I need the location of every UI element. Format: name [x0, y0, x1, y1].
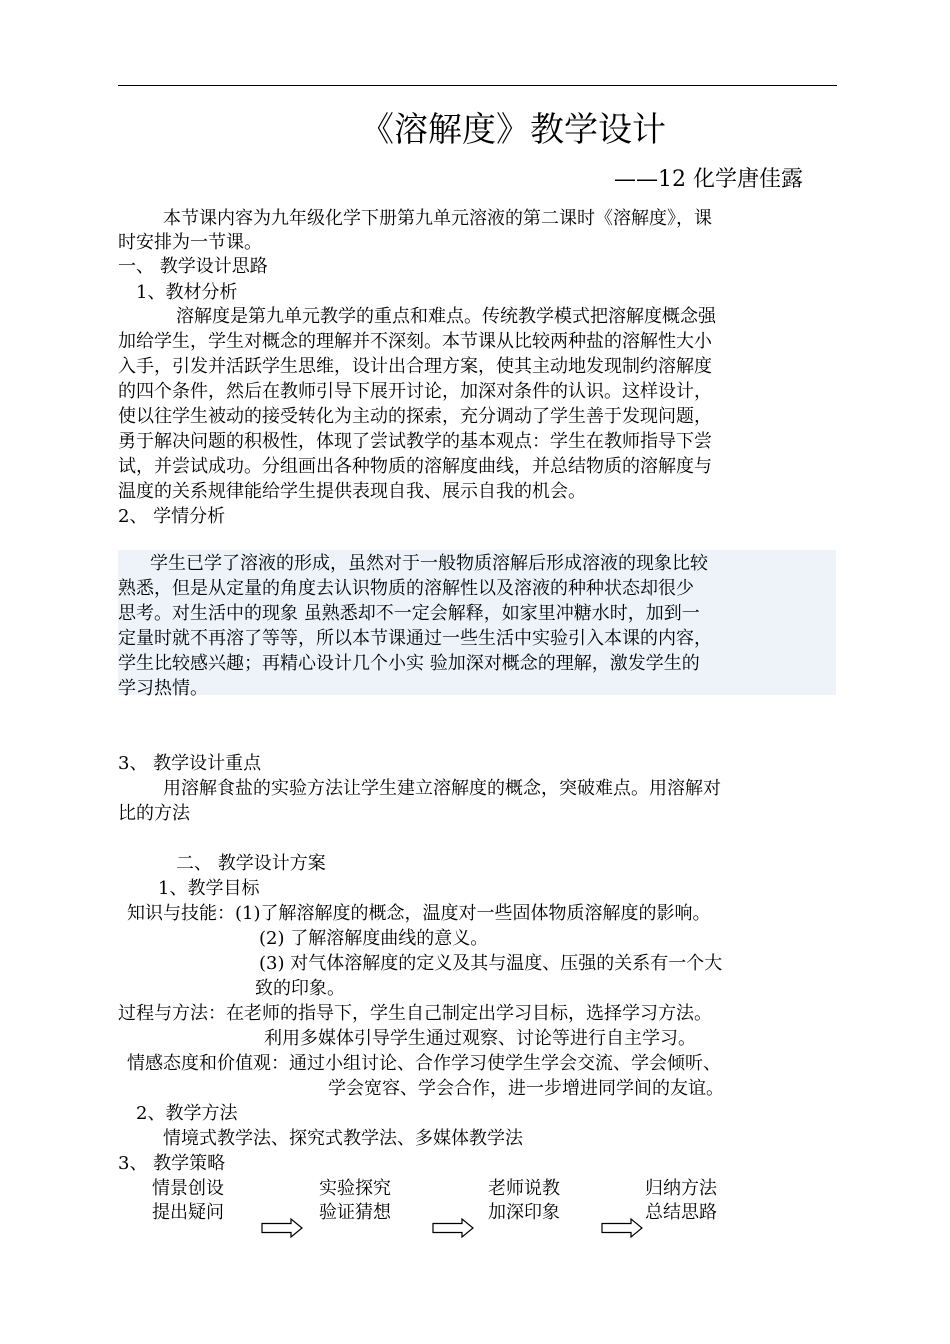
methods-text: 情境式教学法、探究式教学法、多媒体教学法	[163, 1128, 523, 1149]
intro-line: 时安排为一节课。	[118, 232, 262, 253]
goal-line: (2) 了解溶解度曲线的意义。	[259, 928, 489, 949]
author-line: ——12 化学唐佳露	[614, 167, 803, 192]
strategy-step-line2: 验证猜想	[319, 1202, 391, 1223]
page-title: 《溶解度》教学设计	[360, 110, 666, 150]
header-rule	[118, 85, 837, 86]
strategy-step-line1: 老师说教	[488, 1178, 560, 1199]
paragraph-line: 加给学生，学生对概念的理解并不深刻。本节课从比较两种盐的溶解性大小	[118, 331, 712, 352]
section1-heading: 一、 教学设计思路	[118, 256, 268, 277]
student-analysis-heading: 2、 学情分析	[118, 506, 226, 527]
right-arrow-icon	[601, 1218, 643, 1238]
paragraph-line: 使以往学生被动的接受转化为主动的探索，充分调动了学生善于发现问题，	[118, 406, 712, 427]
paragraph-line: 溶解度是第九单元教学的重点和难点。传统教学模式把溶解度概念强	[176, 306, 716, 327]
goal-line: 知识与技能：(1)了解溶解度的概念，温度对一些固体物质溶解度的影响。	[127, 903, 711, 924]
goal-line: 过程与方法：在老师的指导下，学生自己制定出学习目标，选择学习方法。	[118, 1003, 712, 1024]
goal-line: 学会宽容、学会合作，进一步增进同学间的友谊。	[328, 1078, 724, 1099]
right-arrow-icon	[432, 1218, 474, 1238]
goals-heading: 1、教学目标	[158, 878, 260, 899]
strategy-step-line1: 情景创设	[152, 1178, 224, 1199]
section2-heading: 二、 教学设计方案	[176, 853, 326, 874]
goal-line: 致的印象。	[255, 978, 345, 999]
paragraph-line: 入手，引发并活跃学生思维，设计出合理方案，使其主动地发现制约溶解度	[118, 356, 712, 377]
intro-line: 本节课内容为九年级化学下册第九单元溶液的第二课时《溶解度》，课	[163, 208, 712, 229]
strategy-step-line2: 加深印象	[488, 1202, 560, 1223]
strategy-step-line2: 总结思路	[645, 1202, 717, 1223]
key-points-heading: 3、 教学设计重点	[118, 753, 262, 774]
strategy-step-line1: 归纳方法	[645, 1178, 717, 1199]
paragraph-line: 勇于解决问题的积极性，体现了尝试教学的基本观点：学生在教师指导下尝	[118, 431, 712, 452]
strategy-step-line2: 提出疑问	[152, 1202, 224, 1223]
paragraph-line: 试，并尝试成功。分组画出各种物质的溶解度曲线，并总结物质的溶解度与	[118, 456, 712, 477]
right-arrow-icon	[261, 1218, 303, 1238]
strategy-step-line1: 实验探究	[319, 1178, 391, 1199]
paragraph-line: 定量时就不再溶了等等，所以本节课通过一些生活中实验引入本课的内容，	[118, 628, 712, 649]
goal-line: (3) 对气体溶解度的定义及其与温度、压强的关系有一个大	[259, 953, 723, 974]
paragraph-line: 用溶解食盐的实验方法让学生建立溶解度的概念，突破难点。用溶解对	[163, 778, 721, 799]
paragraph-line: 温度的关系规律能给学生提供表现自我、展示自我的机会。	[118, 481, 586, 502]
goal-line: 情感态度和价值观：通过小组讨论、合作学习使学生学会交流、学会倾听、	[127, 1053, 721, 1074]
paragraph-line: 思考。对生活中的现象 虽熟悉却不一定会解释，如家里冲糖水时，加到一	[118, 603, 700, 624]
paragraph-line: 比的方法	[118, 803, 190, 824]
paragraph-line: 学习热情。	[118, 678, 208, 699]
textbook-analysis-heading: 1、教材分析	[136, 282, 238, 303]
strategy-heading: 3、 教学策略	[118, 1153, 226, 1174]
paragraph-line: 学生比较感兴趣；再精心设计几个小实 验加深对概念的理解，激发学生的	[118, 653, 700, 674]
paragraph-line: 学生已学了溶液的形成，虽然对于一般物质溶解后形成溶液的现象比较	[150, 553, 708, 574]
paragraph-line: 熟悉，但是从定量的角度去认识物质的溶解性以及溶液的种种状态却很少	[118, 578, 694, 599]
methods-heading: 2、教学方法	[136, 1103, 238, 1124]
goal-line: 利用多媒体引导学生通过观察、讨论等进行自主学习。	[264, 1028, 696, 1049]
paragraph-line: 的四个条件，然后在教师引导下展开讨论，加深对条件的认识。这样设计，	[118, 381, 712, 402]
